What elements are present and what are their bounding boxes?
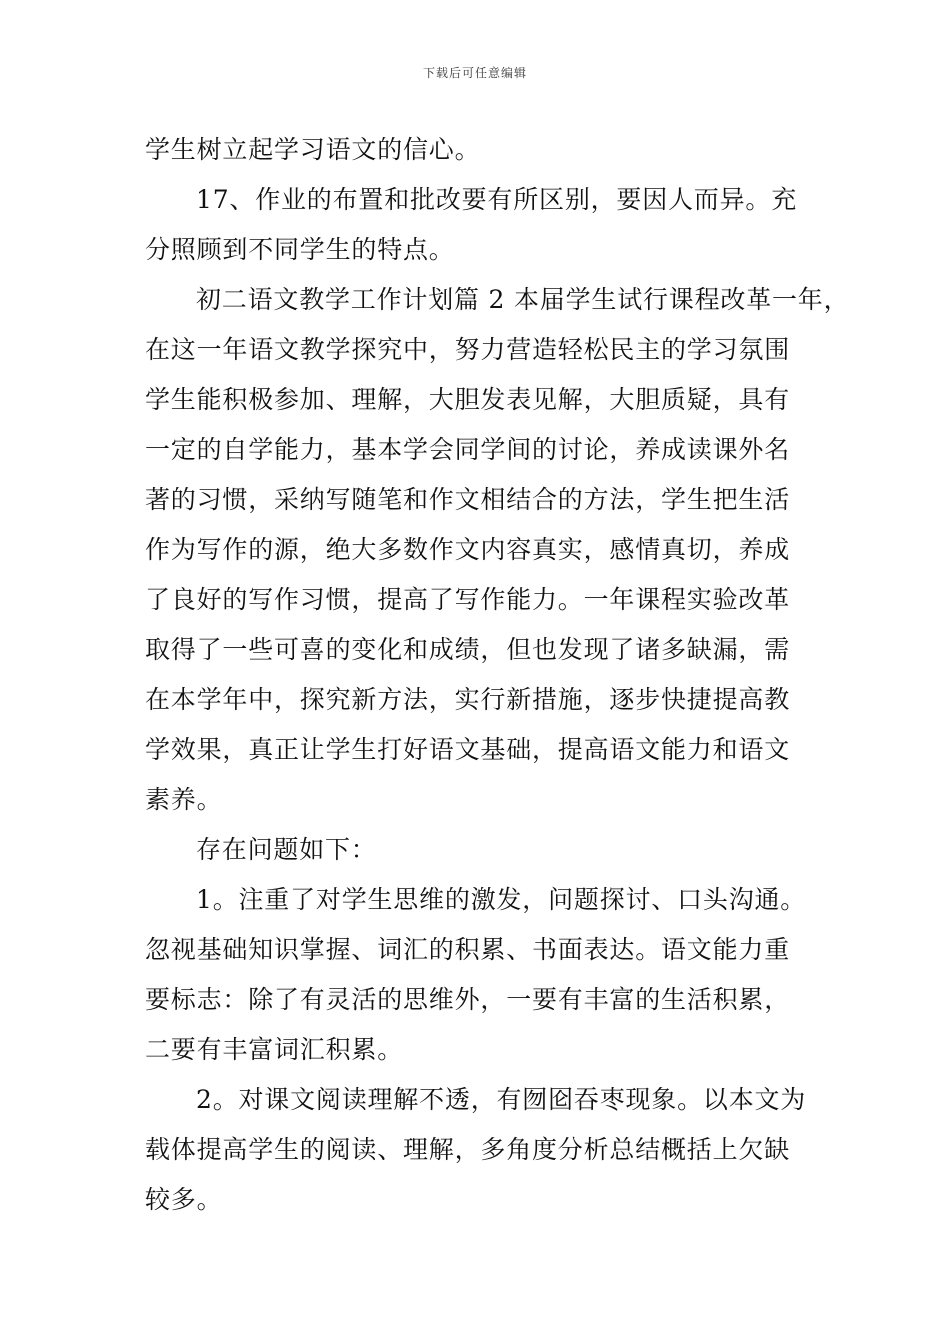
text-line: 要标志：除了有灵活的思维外，一要有丰富的生活积累， xyxy=(145,985,791,1014)
text-line: 分照顾到不同学生的特点。 xyxy=(145,235,455,264)
text-line: 学效果，真正让学生打好语文基础，提高语文能力和语文 xyxy=(145,735,791,764)
text-line: 载体提高学生的阅读、理解，多角度分析总结概括上欠缺 xyxy=(145,1135,791,1164)
text-line: 了良好的写作习惯，提高了写作能力。一年课程实验改革 xyxy=(145,585,791,614)
text-line: 素养。 xyxy=(145,785,223,814)
text-line: 17、作业的布置和批改要有所区别，要因人而异。充 xyxy=(196,185,798,214)
text-line: 作为写作的源，绝大多数作文内容真实，感情真切，养成 xyxy=(145,535,791,564)
text-line: 2。对课文阅读理解不透，有囫囵吞枣现象。以本文为 xyxy=(196,1085,807,1114)
text-line: 初二语文教学工作计划篇 2 本届学生试行课程改革一年， xyxy=(196,285,850,314)
text-line: 二要有丰富词汇积累。 xyxy=(145,1035,404,1064)
text-line: 1。注重了对学生思维的激发，问题探讨、口头沟通。 xyxy=(196,885,807,914)
text-line: 在本学年中，探究新方法，实行新措施，逐步快捷提高教 xyxy=(145,685,791,714)
text-line: 存在问题如下： xyxy=(196,835,377,864)
text-line: 学生能积极参加、理解，大胆发表见解，大胆质疑，具有 xyxy=(145,385,791,414)
page-header: 下载后可任意编辑 xyxy=(422,66,527,80)
text-line: 取得了一些可喜的变化和成绩，但也发现了诸多缺漏，需 xyxy=(145,635,791,664)
text-line: 较多。 xyxy=(145,1185,223,1214)
text-line: 在这一年语文教学探究中，努力营造轻松民主的学习氛围 xyxy=(145,335,791,364)
text-line: 学生树立起学习语文的信心。 xyxy=(145,135,481,164)
text-line: 著的习惯，采纳写随笔和作文相结合的方法，学生把生活 xyxy=(145,485,791,514)
text-line: 忽视基础知识掌握、词汇的积累、书面表达。语文能力重 xyxy=(145,935,791,964)
text-line: 一定的自学能力，基本学会同学间的讨论，养成读课外名 xyxy=(145,435,791,464)
